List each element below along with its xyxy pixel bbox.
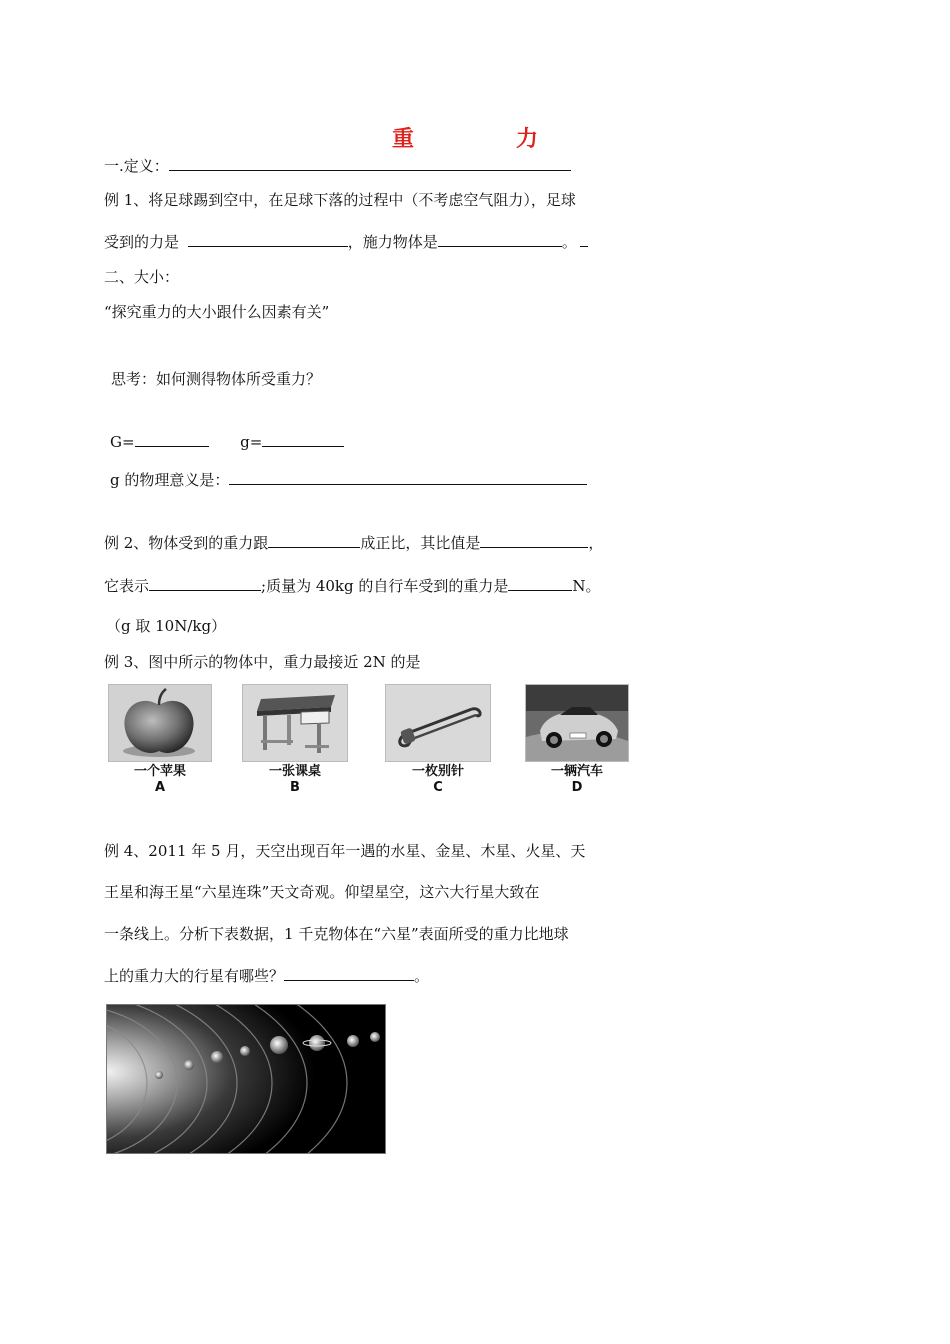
solar-system-image [106, 1004, 386, 1154]
definition-label: 一.定义： [104, 157, 169, 175]
ex2-note: （g 取 10N/kg） [106, 617, 227, 635]
formula-line [110, 432, 344, 451]
option-a-caption: 一个苹果 [133, 764, 186, 779]
option-b-caption: 一张课桌 [268, 764, 321, 779]
formula-g-cap-label: G= [110, 433, 135, 451]
ex2-line1 [104, 532, 603, 553]
ex4-line4 [104, 965, 429, 986]
ex1-source-blank[interactable] [438, 232, 562, 247]
g-meaning-line [110, 469, 587, 490]
ex1-text-a: 受到的力是 [104, 233, 180, 251]
ex2-line2 [104, 575, 601, 596]
option-a[interactable] [108, 684, 212, 796]
definition-line [104, 155, 571, 176]
planets-icon [107, 1005, 385, 1153]
ex2-text-b: 成正比，其比值是 [360, 534, 481, 552]
ex2-text-f: N。 [572, 577, 601, 595]
option-c-letter: C [433, 780, 443, 795]
size-heading: 二、大小： [104, 268, 180, 286]
ex4-line3: 一条线上。分析下表数据，1 千克物体在“六星”表面所受的重力比地球 [104, 925, 569, 943]
desk-icon [243, 685, 347, 761]
ex3-question: 例 3、图中所示的物体中，重力最接近 2N 的是 [104, 653, 421, 671]
ex2-text-d: 它表示 [104, 577, 150, 595]
ex4-line1: 例 4、2011 年 5 月，天空出现百年一遇的水星、金星、木星、火星、天 [104, 842, 586, 860]
ex2-proportional-blank[interactable] [268, 533, 360, 548]
formula-g-label: g= [240, 433, 263, 451]
think-prompt: 思考：如何测得物体所受重力？ [111, 370, 322, 388]
formula-g-blank[interactable] [262, 432, 344, 447]
ex1-line1: 例 1、将足球踢到空中，在足球下落的过程中（不考虑空气阻力），足球 [104, 191, 576, 209]
definition-blank[interactable] [169, 156, 571, 171]
ex2-gravity-blank[interactable] [508, 576, 572, 591]
option-d[interactable] [525, 684, 629, 796]
option-c-caption: 一枚别针 [411, 764, 464, 779]
ex1-trailing-blank [580, 232, 588, 247]
option-a-letter: A [154, 780, 166, 795]
ex2-text-a: 例 2、物体受到的重力跟 [104, 534, 269, 552]
explore-title: “探究重力的大小跟什么因素有关” [104, 303, 330, 321]
apple-icon [109, 685, 211, 761]
g-meaning-blank[interactable] [229, 470, 587, 485]
ex4-text-end: 。 [414, 967, 430, 985]
ex1-text-b: ，施力物体是 [347, 233, 438, 251]
page-title: 重 力 [391, 127, 578, 152]
option-b-letter: B [290, 780, 300, 795]
g-meaning-label: g 的物理意义是： [110, 471, 230, 489]
ex2-meaning-blank[interactable] [149, 576, 261, 591]
car-icon [526, 685, 628, 761]
ex4-line2: 王星和海王星“六星连珠”天文奇观。仰望星空，这六大行星大致在 [104, 883, 540, 901]
option-d-caption: 一辆汽车 [550, 764, 603, 779]
formula-g-cap-blank[interactable] [135, 432, 209, 447]
option-c[interactable] [385, 684, 491, 796]
ex1-line2 [104, 231, 588, 252]
option-d-letter: D [571, 780, 583, 795]
ex2-ratio-blank[interactable] [480, 533, 588, 548]
ex1-text-c: 。 [561, 233, 577, 251]
ex2-text-c: ， [588, 534, 604, 552]
ex4-answer-blank[interactable] [284, 966, 414, 981]
ex4-question: 上的重力大的行星有哪些？ [104, 967, 285, 985]
safety-pin-icon [386, 685, 490, 761]
option-b[interactable] [242, 684, 348, 796]
ex1-force-blank[interactable] [188, 232, 348, 247]
ex2-text-e: ;质量为 40kg 的自行车受到的重力是 [261, 577, 509, 595]
